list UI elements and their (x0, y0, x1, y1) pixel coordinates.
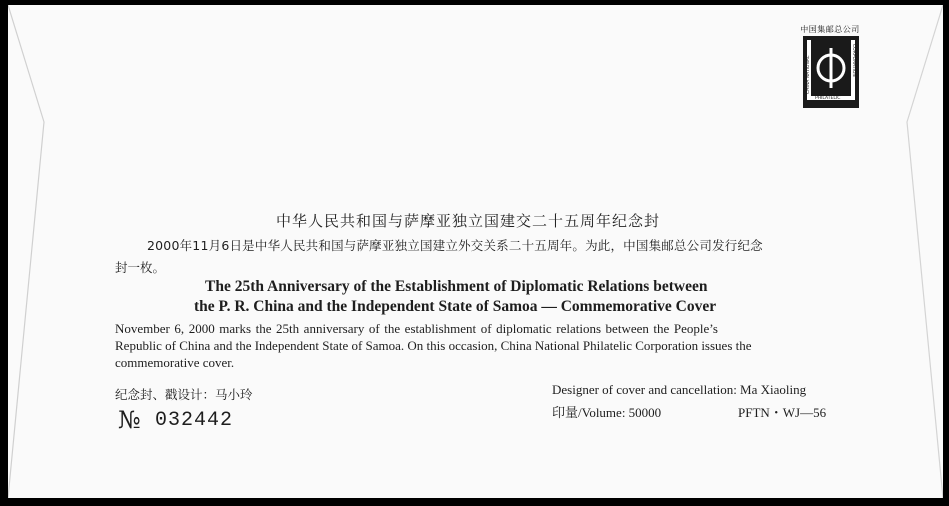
philatelic-logo (791, 20, 869, 110)
cn-title: 中华人民共和国与萨摩亚独立国建交二十五周年纪念封 (276, 212, 661, 230)
cn-designer-credit: 纪念封、戳设计：马小玲 (115, 387, 253, 402)
serial-number-prefix: № (118, 406, 141, 434)
serial-number: 032442 (155, 409, 234, 432)
logo-cn-name: 中国集邮总公司 (800, 25, 860, 34)
cn-description-line-1: 2000年11月6日是中华人民共和国与萨摩亚独立国建立外交关系二十五周年。为此，中国集邮总公司发行纪念 (147, 238, 763, 253)
logo-en-left: CHINA NATIONAL (806, 55, 811, 94)
en-designer-credit: Designer of cover and cancellation: Ma Xiaoling (552, 382, 807, 397)
en-description-line-2: Republic of China and the Independent State of Samoa. On this occasion, China National Philatelic Corporation issues the (115, 338, 752, 353)
en-title-line-2: the P. R. China and the Independent State of Samoa — Commemorative Cover (194, 298, 717, 315)
en-title-line-1: The 25th Anniversary of the Establishment of Diplomatic Relations between (205, 278, 708, 295)
cn-description-line-2: 封一枚。 (115, 260, 166, 275)
logo-en-bottom: PHILATELIC (815, 96, 841, 101)
logo-en-right: CORPORATION (851, 44, 856, 77)
cover-code: PFTN・WJ—56 (738, 405, 827, 420)
logo-mark (803, 36, 859, 108)
envelope (8, 5, 943, 498)
en-description-line-3: commemorative cover. (115, 355, 235, 370)
print-volume: 印量/Volume: 50000 (552, 405, 662, 420)
en-description-line-1: November 6, 2000 marks the 25th anniversary of the establishment of diplomatic relations between the People’s (115, 321, 718, 336)
